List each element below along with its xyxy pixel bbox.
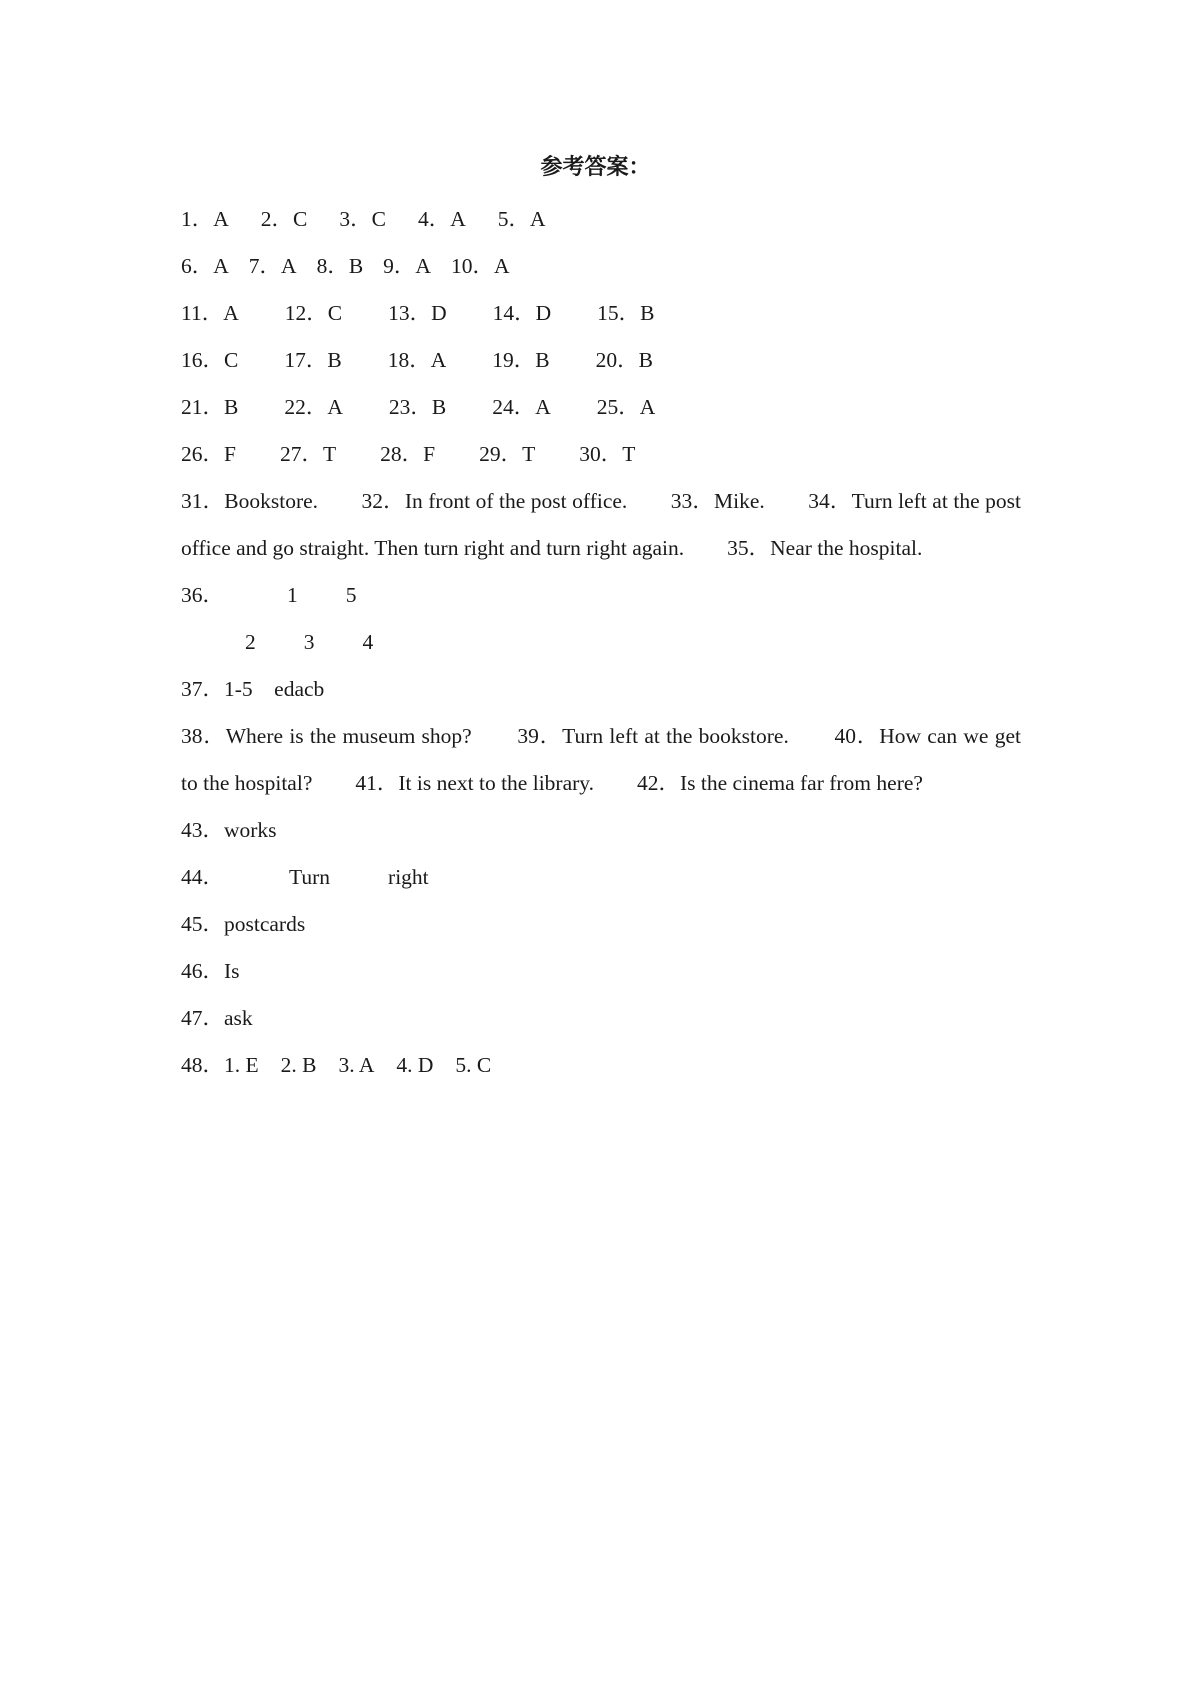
answer-item: 28．F — [380, 442, 436, 466]
answer-item: 4 — [362, 630, 374, 654]
answer-44 — [181, 854, 1021, 901]
answer-item: 30．T — [579, 442, 636, 466]
answer-48 — [181, 1042, 1021, 1089]
answer-item: 15．B — [597, 301, 655, 325]
answer-item: 1．A — [181, 207, 229, 231]
answers-38-42: 38．Where is the museum shop? 39．Turn left at the bookstore. 40．How can we get to the hospital? 41．It is next to the library. 42．Is the cinema far from here? — [181, 724, 1021, 795]
answer-item: 26．F — [181, 442, 236, 466]
answer-47: 47．ask — [181, 1006, 253, 1030]
answer-item: 14．D — [492, 301, 552, 325]
answer-row-6-10 — [181, 243, 1021, 290]
answer-item: 16．C — [181, 348, 239, 372]
answer-item: 17．B — [284, 348, 342, 372]
answer-item: 12．C — [284, 301, 343, 325]
answer-item: 9．A — [383, 254, 431, 278]
answer-item: 1. E — [224, 1053, 259, 1077]
answer-item: 5 — [345, 583, 357, 607]
answer-item: 13．D — [388, 301, 447, 325]
answer-item: 4．A — [417, 207, 466, 231]
answer-row-26-30 — [181, 431, 1021, 478]
answer-row-1-5 — [181, 196, 1021, 243]
answer-45: 45．postcards — [181, 912, 306, 936]
answer-item: 7．A — [248, 254, 297, 278]
answer-item: 2．C — [260, 207, 308, 231]
answer-item: 8．B — [316, 254, 364, 278]
answer-item: 5. C — [455, 1053, 492, 1077]
answer-item: 4. D — [396, 1053, 434, 1077]
answer-item: 27．T — [279, 442, 337, 466]
answer-item: 29．T — [479, 442, 536, 466]
answer-item: 18．A — [387, 348, 447, 372]
answer-item: Turn — [289, 865, 331, 889]
answer-row-11-15 — [181, 290, 1021, 337]
answer-item: 3．C — [339, 207, 386, 231]
answer-item: 20．B — [595, 348, 653, 372]
answer-item: 5．A — [497, 207, 546, 231]
answer-item: 25．A — [596, 395, 656, 419]
answer-item: 1 — [287, 583, 298, 607]
answer-row-21-25 — [181, 384, 1021, 431]
page-title: 参考答案： — [540, 155, 651, 180]
answer-37: 37．1-5 edacb — [181, 677, 325, 701]
answer-item: 24．A — [492, 395, 551, 419]
answer-item: 19．B — [492, 348, 550, 372]
answer-list — [181, 196, 1021, 1089]
question-number: 36． — [181, 583, 225, 607]
answer-36-line-1 — [181, 572, 1021, 619]
answer-item: 2. B — [280, 1053, 317, 1077]
answer-row-16-20 — [181, 337, 1021, 384]
answers-31-35: 31．Bookstore. 32．In front of the post office. 33．Mike. 34．Turn left at the post office and go straight. Then turn right and turn right again. 35．Near the hospital. — [181, 489, 1021, 560]
answer-item: 23．B — [388, 395, 447, 419]
answer-36-line-2 — [181, 619, 1021, 666]
answer-item: 2 — [245, 630, 256, 654]
answer-item: 10．A — [450, 254, 510, 278]
answer-43: 43．works — [181, 818, 277, 842]
question-number: 48． — [181, 1053, 225, 1077]
answer-item: 22．A — [284, 395, 343, 419]
question-number: 44． — [181, 865, 225, 889]
answer-item: 11．A — [181, 301, 239, 325]
answer-item: 21．B — [181, 395, 239, 419]
answer-item: 3. A — [338, 1053, 375, 1077]
answer-item: 3 — [303, 630, 315, 654]
answer-46: 46．Is — [181, 959, 240, 983]
answer-item: right — [388, 865, 429, 889]
answer-item: 6．A — [181, 254, 229, 278]
